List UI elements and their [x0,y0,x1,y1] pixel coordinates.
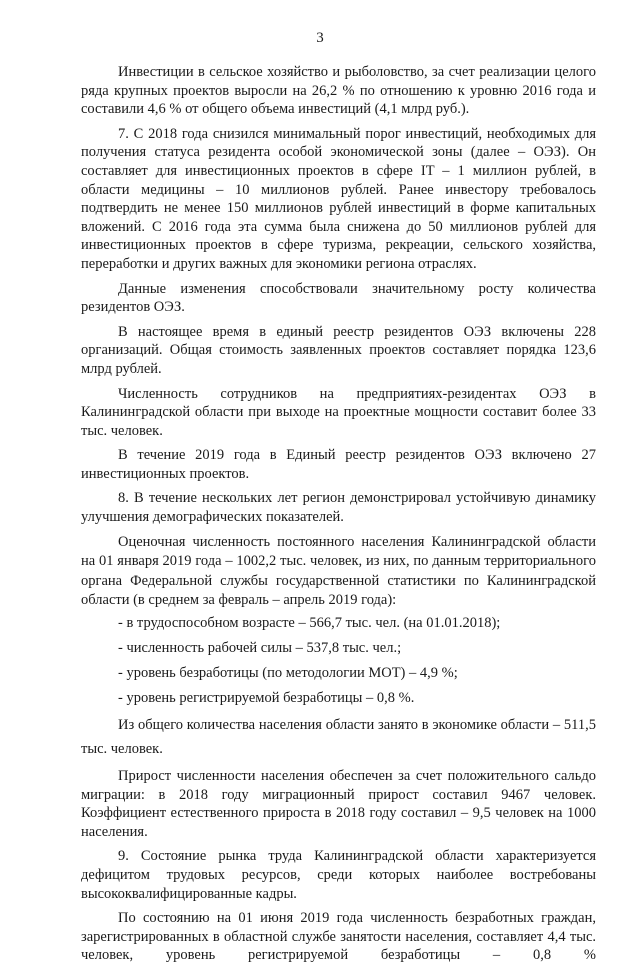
paragraph-agriculture-investment: Инвестиции в сельское хозяйство и рыболовство, за счет реализации целого ряда крупных проектов выросли на 26,2 % по отношению к уровню 2016 года и составили 4,6 % от общего объема инвестиций (4,1 млрд руб.). [81,64,596,118]
paragraph-employees: Численность сотрудников на предприятиях-резидентах ОЭЗ в Калининградской области при выходе на проектные мощности составит более 33 тыс. человек. [81,385,596,439]
paragraph-registry: В настоящее время в единый реестр резидентов ОЭЗ включены 228 организаций. Общая стоимость заявленных проектов составляет порядка 123,6 млрд рублей. [81,323,596,377]
paragraph-population: Оценочная численность постоянного населения Калининградской области на 01 января 2019 года – 1002,2 тыс. человек, из них, по данным территориального органа Федеральной службы государственной статистики по Калининградской области (в среднем за февраль – апрель 2019 года): [81,533,596,609]
list-item-labor-force: - численность рабочей силы – 537,8 тыс. чел.; [118,640,402,657]
paragraph-unemployed-june: По состоянию на 01 июня 2019 года численность безработных граждан, зарегистрированных в областной службе занятости населения, составляет 4,4 тыс. человек, уровень регистрируемой безработицы – 0,8 % [81,910,596,964]
list-item-working-age: - в трудоспособном возрасте – 566,7 тыс. чел. (на 01.01.2018); [118,615,501,632]
list-item-unemployment-ilo: - уровень безработицы (по методологии МОТ) – 4,9 %; [118,665,458,682]
page-number: 3 [316,30,324,46]
paragraph-registry-2019: В течение 2019 года в Единый реестр резидентов ОЭЗ включено 27 инвестиционных проектов. [81,447,596,482]
paragraph-migration: Прирост численности населения обеспечен за счет положительного сальдо миграции: в 2018 году миграционный прирост составил 9467 человек. Коэффициент естественного прироста в 2018 году составил – 9,5 человек на 1000 населения. [81,768,596,840]
paragraph-resident-growth: Данные изменения способствовали значительному росту количества резидентов ОЭЗ. [81,280,596,316]
list-item-registered-unemployment: - уровень регистрируемой безработицы – 0,8 %. [118,690,415,707]
paragraph-item-8: 8. В течение нескольких лет регион демонстрировал устойчивую динамику улучшения демографических показателей. [81,490,596,526]
document-body [81,63,596,965]
paragraph-employed: Из общего количества населения области занято в экономике области – 511,5 тыс. человек. [81,717,596,758]
paragraph-item-9: 9. Состояние рынка труда Калининградской области характеризуется дефицитом трудовых ресурсов, среди которых наиболее востребованы высококвалифицированные кадры. [81,848,596,902]
paragraph-item-7: 7. С 2018 года снизился минимальный порог инвестиций, необходимых для получения статуса резидента особой экономической зоны (далее – ОЭЗ). Он составляет для инвестиционных проектов в сфере IT – 1 миллион рублей, в области медицины – 10 миллионов рублей. Ранее инвестору требовалось подтвердить не менее 150 миллионов рублей инвестиций в форме капитальных вложений. С 2016 года эта сумма была снижена до 50 миллионов рублей для инвестиционных проектов в сфере туризма, рекреации, сельского хозяйства, переработки и других важных для экономики региона отраслях. [81,125,596,272]
